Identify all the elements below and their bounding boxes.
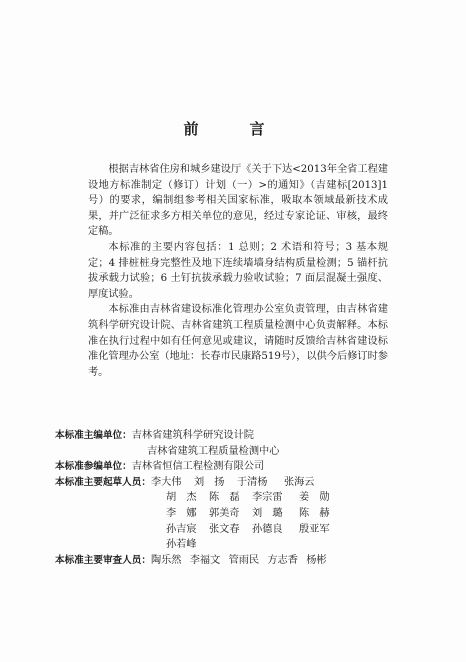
drafter-name: 于清杨	[236, 476, 268, 488]
participating-org: 吉林省恒信工程检测有限公司	[131, 461, 265, 473]
drafters-row-3	[55, 506, 415, 522]
reviewers-list	[151, 553, 332, 569]
drafter-name: 姜 勋	[299, 492, 330, 504]
paragraph-1: 根据吉林省住房和城乡建设厅《关于下达<2013年全省工程建设地方标准制定（修订）计划（一）>的通知》（吉建标[2013]1号）的要求，编制组参考相关国家标准，吸取本领域最新技术成果，并广泛征求多方相关单位的意见，经过专家论证、审核，最终定稿。	[88, 164, 388, 238]
drafter-name: 张文春	[209, 523, 240, 535]
reviewers-row	[55, 553, 415, 569]
drafter-name: 陈 磊	[209, 492, 240, 504]
paragraph-2: 本标准的主要内容包括：1 总则；2 术语和符号；3 基本规定；4 排桩桩身完整性及地下连续墙墙身结构质量检测；5 锚杆抗拔承载力试验；6 土钉抗拔承载力验收试验；7 面层混凝土强度、厚度试验。	[88, 241, 388, 300]
drafter-name: 孙吉宸	[166, 523, 197, 535]
drafter-name: 孙德良	[252, 523, 283, 535]
paragraph-3: 本标准由吉林省建设标准化管理办公室负责管理，由吉林省建筑科学研究设计院、吉林省建筑工程质量检测中心负责解释。本标准在执行过程中如有任何意见或建议，请随时反馈给吉林省建设标准化管理办公室（地址：长春市民康路519号），以供今后修订时参考。	[88, 304, 388, 378]
chief-editor-org-2: 吉林省建筑工程质量检测中心	[147, 445, 280, 457]
reviewer-name: 管雨民	[228, 554, 260, 566]
reviewer-name: 杨彬	[306, 554, 327, 566]
drafter-name: 李宗雷	[252, 492, 283, 504]
chief-editor-row-2	[55, 444, 415, 460]
drafter-name: 刘 璐	[252, 507, 283, 519]
drafter-name: 郭美奇	[209, 507, 240, 519]
drafter-name: 李大伟	[150, 476, 182, 488]
drafters-grid	[151, 475, 329, 491]
drafter-name: 刘 扬	[193, 476, 225, 488]
drafters-row-4	[55, 522, 415, 538]
reviewers-label: 本标准主要审查人员：	[55, 554, 151, 566]
participating-label: 本标准参编单位：	[55, 461, 132, 473]
drafter-name: 李 娜	[166, 507, 197, 519]
drafter-name: 胡 杰	[166, 492, 197, 504]
drafters-row	[55, 475, 415, 491]
reviewer-name: 陶乐然	[150, 554, 182, 566]
drafter-name: 殷亚军	[299, 523, 330, 535]
reviewer-name: 方志香	[267, 554, 298, 566]
reviewer-name: 李福文	[189, 554, 221, 566]
chief-editor-org-1: 吉林省建筑科学研究设计院	[131, 430, 254, 441]
credits-block	[55, 428, 415, 568]
drafter-name: 张海云	[283, 476, 315, 488]
drafter-name: 陈 赫	[299, 507, 330, 519]
drafter-name: 孙若峰	[166, 539, 197, 551]
drafters-label: 本标准主要起草人员：	[55, 476, 151, 488]
participating-row	[55, 459, 415, 475]
drafters-row-5	[55, 537, 415, 553]
foreword-body	[88, 162, 388, 380]
chief-editor-row	[55, 428, 415, 444]
chief-editor-label: 本标准主编单位：	[55, 430, 132, 441]
page-title: 前 言	[183, 120, 283, 138]
drafters-row-2	[55, 490, 415, 506]
